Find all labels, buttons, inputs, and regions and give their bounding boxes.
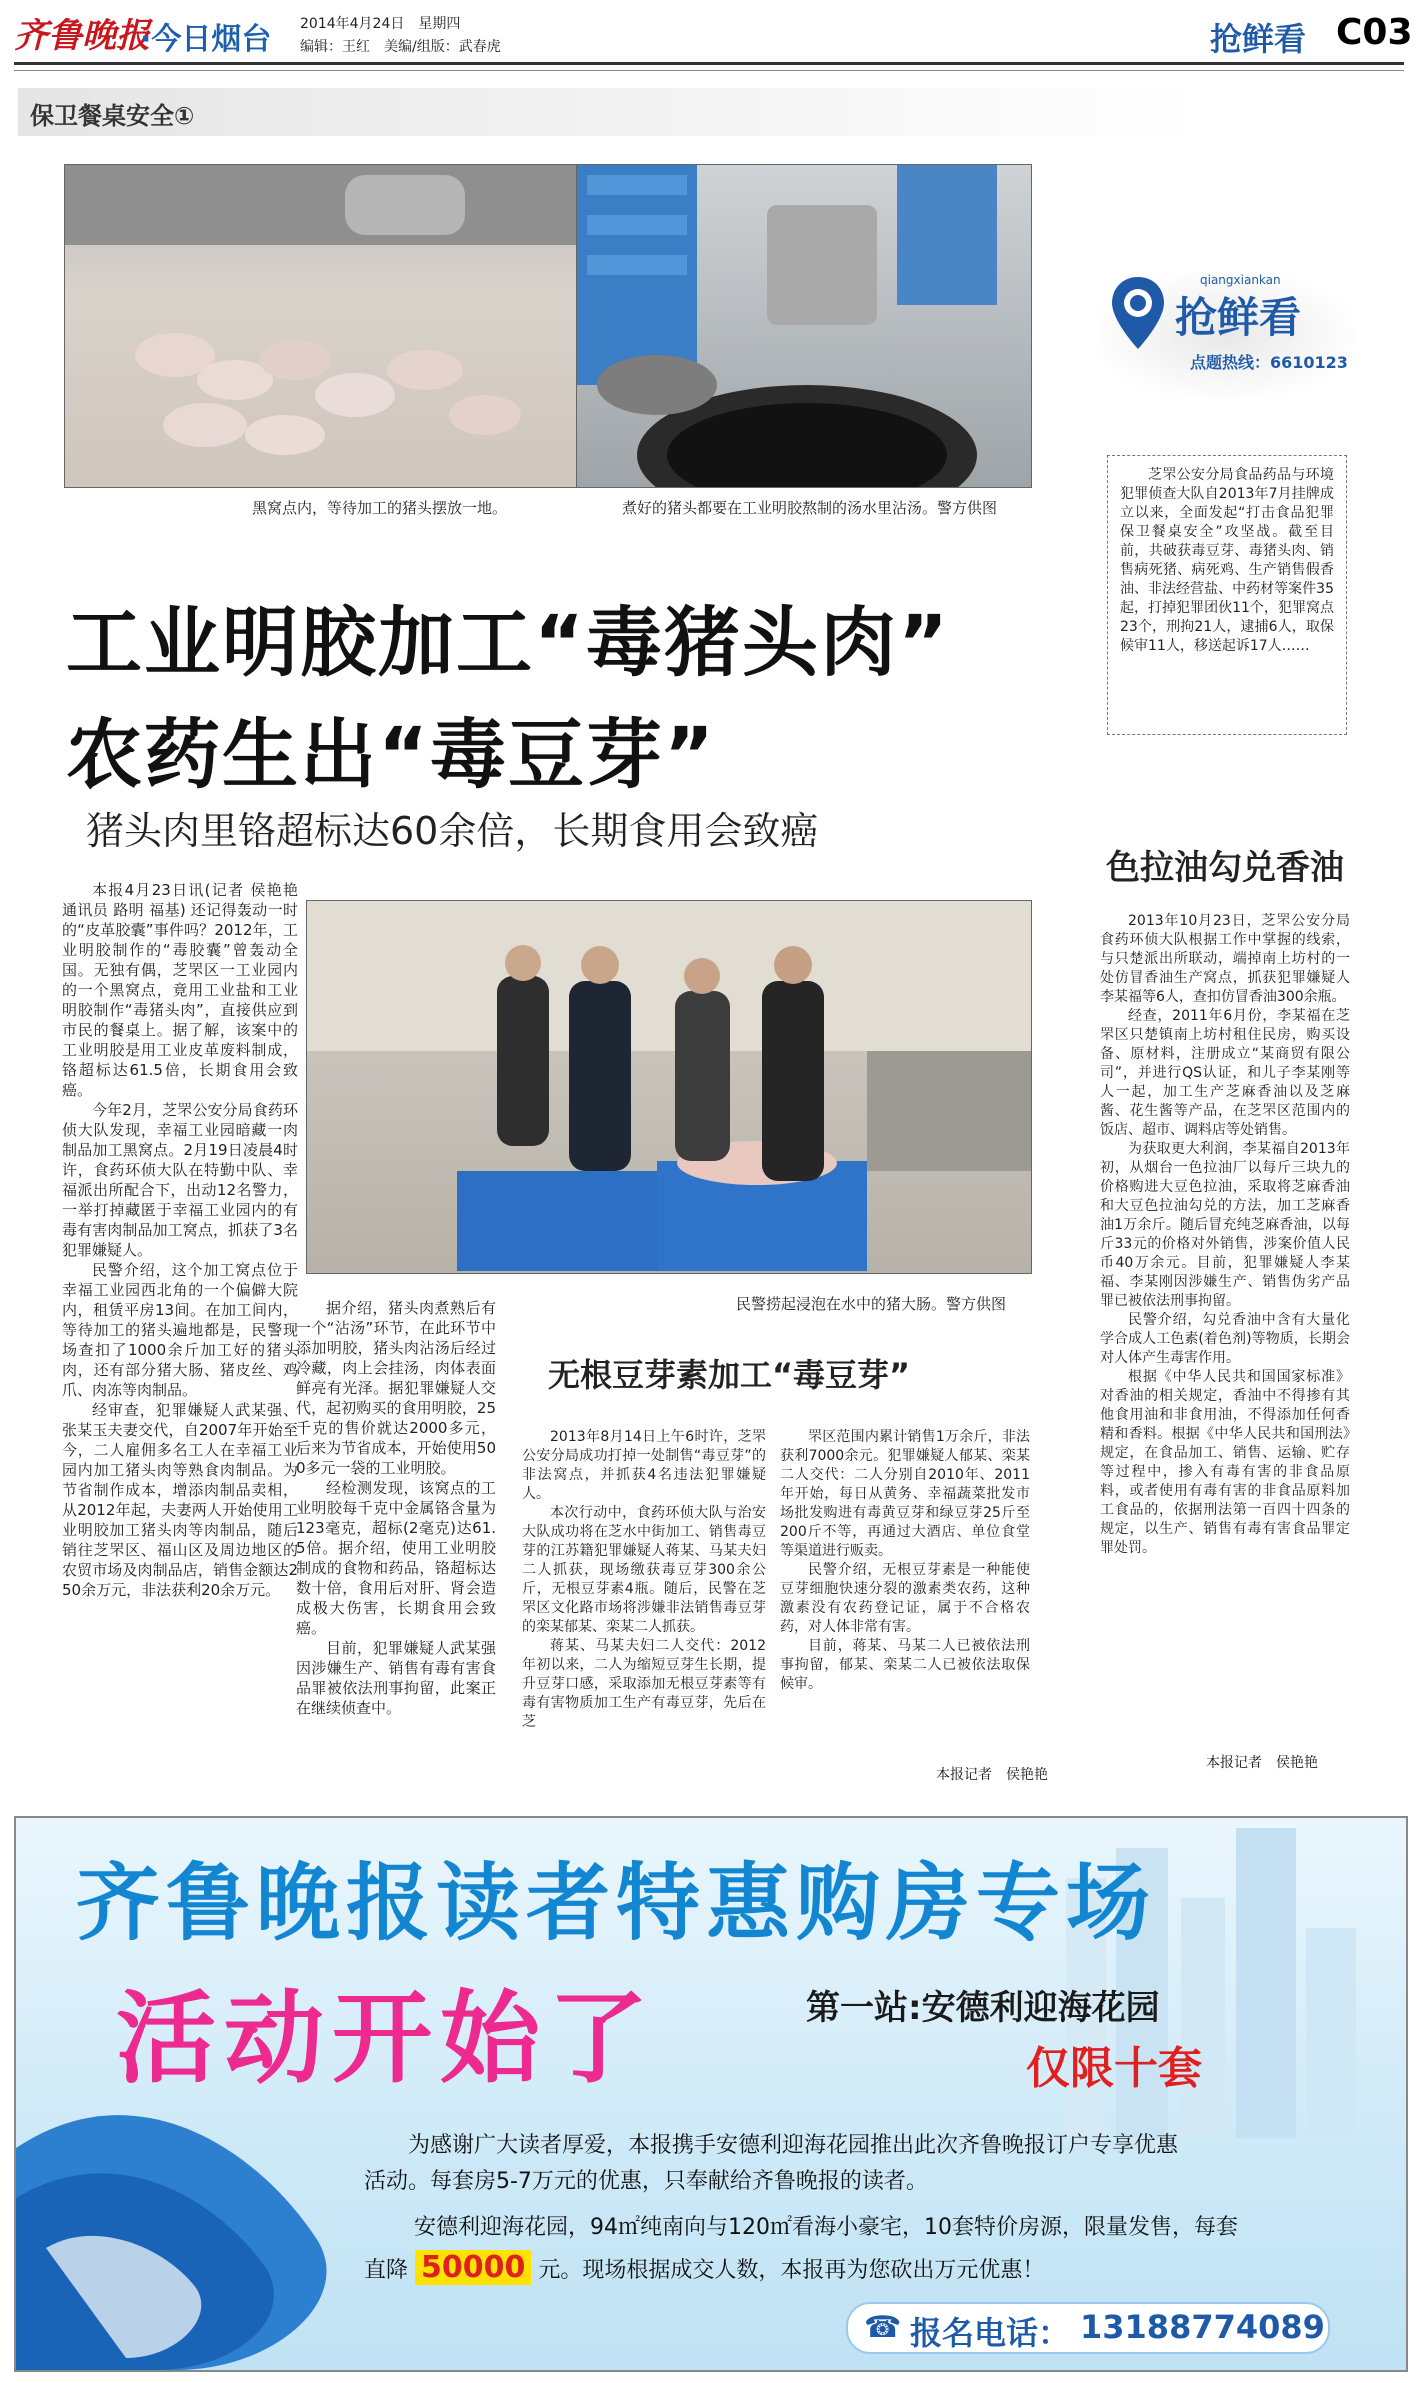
masthead-logo: 齐鲁晚报 bbox=[14, 16, 150, 56]
ad-phone-box bbox=[846, 2302, 1330, 2354]
headline-line2: 农药生出“毒豆芽” bbox=[66, 710, 716, 799]
series-bar bbox=[18, 88, 1198, 136]
ad-limited: 仅限十套 bbox=[1026, 2043, 1202, 2094]
broth-pot-illustration bbox=[577, 165, 1031, 487]
ad-start-banner: 活动开始了 bbox=[116, 1980, 656, 2097]
paragraph: 据介绍，猪头肉煮熟后有一个“沾汤”环节，在此环节中添加明胶，猪头肉沾汤后经过冷藏，肉上会挂汤，肉体表面鲜亮有光泽。据犯罪嫌疑人交代，起初购买的食用明胶，25千克的售价就达2000多元，后来为节省成本，开始使用500多元一袋的工业明胶。 bbox=[296, 1299, 496, 1477]
ad-phone-number: 13188774089 bbox=[1080, 2308, 1325, 2346]
photo-broth-pot bbox=[576, 164, 1032, 488]
paragraph: 民警介绍，勾兑香油中含有大量化学合成人工色素(着色剂)等物质，长期会对人体产生毒害作用。 bbox=[1100, 1312, 1350, 1366]
photo2-caption: 煮好的猪头都要在工业明胶熬制的汤水里沾汤。警方供图 bbox=[622, 499, 998, 517]
header-subdivider bbox=[14, 70, 1404, 71]
pig-heads-illustration bbox=[65, 165, 587, 487]
ad-line3: 安德利迎海花园，94㎡纯南向与120㎡看海小豪宅，10套特价房源，限量发售，每套 bbox=[414, 2215, 1238, 2240]
housing-ad bbox=[14, 1816, 1408, 2372]
paragraph: 目前，犯罪嫌疑人武某强因涉嫌生产、销售有毒有害食品罪被依法刑事拘留，此案正在继续侦查中。 bbox=[296, 1639, 496, 1717]
main-article-col1 bbox=[62, 880, 298, 1780]
paragraph: 经查，2011年6月份，李某福在芝罘区只楚镇南上坊村租住民房，购买设备、原材料，注册成立“某商贸有限公司”，并进行QS认证，和儿子李某刚等人一起，加工生产芝麻香油以及芝麻酱、花生酱等产品，在芝罘区范围内的饭店、超市、调料店等处销售。 bbox=[1100, 1008, 1350, 1138]
sesame-title: 色拉油勾兑香油 bbox=[1106, 848, 1344, 888]
photo1-caption: 黑窝点内，等待加工的猪头摆放一地。 bbox=[252, 499, 508, 517]
paragraph: 今年2月，芝罘公安分局食药环侦大队发现，幸福工业园暗藏一肉制品加工黑窝点。2月19日凌晨4时许，食药环侦大队在特勤中队、幸福派出所配合下，出动12名警力，一举打掉藏匿于幸福工业园内的有毒有害肉制品加工窝点，抓获了3名犯罪嫌疑人。 bbox=[62, 1101, 298, 1259]
page-number: C03 bbox=[1336, 12, 1413, 53]
paragraph: 目前，蒋某、马某二人已被依法刑事拘留，郁某、栾某二人已被依法取保候审。 bbox=[780, 1638, 1030, 1692]
location-pin-icon bbox=[1110, 275, 1166, 351]
ad-station: 第一站:安德利迎海花园 bbox=[806, 1988, 1160, 2028]
sprouts-title: 无根豆芽素加工“毒豆芽” bbox=[548, 1356, 911, 1394]
ad-line2: 活动。每套房5-7万元的优惠，只奉献给齐鲁晚报的读者。 bbox=[364, 2169, 928, 2194]
photo3-caption: 民警捞起浸泡在水中的猪大肠。警方供图 bbox=[736, 1295, 1007, 1313]
sesame-body bbox=[1100, 912, 1350, 1742]
paragraph: 经检测发现，该窝点的工业明胶每千克中金属铬含量为123毫克，超标(2毫克)达61.5倍。据介绍，使用工业明胶制成的食物和药品，铬超标达数十倍，食用后对肝、肾会造成极大伤害，长期食用会致癌。 bbox=[296, 1479, 496, 1637]
sprouts-col1 bbox=[522, 1428, 766, 1788]
paragraph: 本报4月23日讯(记者 侯艳艳 通讯员 路明 福基) 还记得轰动一时的“皮革胶囊”事件吗？2012年，工业明胶制作的“毒胶囊”曾轰动全国。无独有偶，芝罘区一工业园内的一个黑窝点，竟用工业盐和工业明胶制作“毒猪头肉”，直接供应到市民的餐桌上。据了解，该案中的工业明胶是用工业皮革废料制成，铬超标达61.5倍，长期食用会致癌。 bbox=[62, 881, 298, 1099]
paragraph: 民警介绍，这个加工窝点位于幸福工业园西北角的一个偏僻大院内，租赁平房13间。在加工间内，等待加工的猪头遍地都是，民警现场查扣了1000余斤加工好的猪头肉，还有部分猪大肠、猪皮丝、鸡爪、肉冻等肉制品。 bbox=[62, 1261, 298, 1399]
paragraph: 蒋某、马某夫妇二人交代：2012年初以来，二人为缩短豆芽生长期，提升豆芽口感，采取添加无根豆芽素等有毒有害物质加工生产有毒豆芽，先后在芝 bbox=[522, 1638, 766, 1730]
sprouts-col2 bbox=[780, 1428, 1030, 1758]
main-article-col2 bbox=[296, 1298, 496, 1778]
column-title: 抢鲜看 bbox=[1210, 20, 1307, 58]
paragraph: 根据《中华人民共和国国家标准》对香油的相关规定，香油中不得掺有其他食用油和非食用油，不得添加任何香精和香料。根据《中华人民共和国刑法》规定，在食品加工、销售、运输、贮存等过程中，掺入有毒有害的非食品原料，或者使用有毒有害的非食品原料加工食品的，依据刑法第一百四十四条的规定，以生产、销售有毒有害食品罪定罪处罚。 bbox=[1100, 1369, 1350, 1556]
ad-phone-label: 报名电话： bbox=[910, 2314, 1071, 2352]
issue-date: 2014年4月24日 星期四 bbox=[300, 16, 461, 32]
headline-line1: 工业明胶加工“毒猪头肉” bbox=[66, 598, 950, 687]
photo-police-inspection bbox=[306, 900, 1032, 1274]
paragraph: 2013年8月14日上午6时许，芝罘公安分局成功打掉一处制售“毒豆芽”的非法窝点，并抓获4名违法犯罪嫌疑人。 bbox=[522, 1429, 766, 1502]
phone-icon: ☎ bbox=[864, 2310, 902, 2345]
police-inspection-illustration bbox=[307, 901, 1031, 1273]
ad-title: 齐鲁晚报读者特惠购房专场 bbox=[76, 1854, 1157, 1952]
brand-pinyin: qiangxiankan bbox=[1200, 273, 1281, 287]
section-name: ·今日烟台 bbox=[140, 22, 272, 57]
paragraph: 2013年10月23日，芝罘公安分局食药环侦大队根据工作中掌握的线索，与只楚派出所联动，端掉南上坊村的一处仿冒香油生产窝点，抓获犯罪嫌疑人李某福等6人，查扣仿冒香油300余瓶。 bbox=[1100, 913, 1350, 1005]
brand-hotline: 点题热线：6610123 bbox=[1190, 353, 1348, 372]
sprouts-byline: 本报记者 侯艳艳 bbox=[936, 1767, 1048, 1783]
ad-line4 bbox=[364, 2250, 1044, 2289]
brand-name: 抢鲜看 bbox=[1175, 293, 1302, 342]
paragraph: 民警介绍，无根豆芽素是一种能使豆芽细胞快速分裂的激素类农药，这种激素没有农药登记证，属于不合格农药，对人体非常有害。 bbox=[780, 1562, 1030, 1635]
paragraph: 为获取更大利润，李某福自2013年初，从烟台一色拉油厂以每斤三块九的价格购进大豆色拉油，采取将芝麻香油和大豆色拉油勾兑的方法，加工芝麻香油1万余斤。随后冒充纯芝麻香油，以每斤33元的价格对外销售，涉案价值人民币40万余元。目前，犯罪嫌疑人李某福、李某刚因涉嫌生产、销售伪劣产品罪已被依法刑事拘留。 bbox=[1100, 1141, 1350, 1309]
ad-line4-pre: 直降 bbox=[364, 2258, 409, 2283]
paragraph: 本次行动中，食药环侦大队与治安大队成功将在芝水中街加工、销售毒豆芽的江苏籍犯罪嫌疑人蒋某、马某夫妇二人抓获，现场缴获毒豆芽300余公斤，无根豆芽素4瓶。随后，民警在芝罘区文化路市场将涉嫌非法销售毒豆芽的栾某郁某、栾某二人抓获。 bbox=[522, 1505, 766, 1635]
paragraph: 经审查，犯罪嫌疑人武某强、张某玉夫妻交代，自2007年开始至今，二人雇佣多名工人在幸福工业园内加工猪头肉等熟食肉制品。为节省制作成本，增添肉制品卖相，从2012年起，夫妻两人开始使用工业明胶加工猪头肉等肉制品，随后销往芝罘区、福山区及周边地区的农贸市场及肉制品店，销售金额达250余万元，非法获利20余万元。 bbox=[62, 1401, 298, 1599]
editor-credits: 编辑：王红 美编/组版：武春虎 bbox=[300, 39, 501, 55]
ad-line1: 为感谢广大读者厚爱，本报携手安德利迎海花园推出此次齐鲁晚报订户专享优惠 bbox=[408, 2133, 1179, 2158]
headline-subtitle: 猪头肉里铬超标达60余倍，长期食用会致癌 bbox=[86, 809, 819, 853]
sidebar-summary-box: 芝罘公安分局食品药品与环境犯罪侦查大队自2013年7月挂牌成立以来，全面发起“打击食品犯罪保卫餐桌安全”攻坚战。截至目前，共破获毒豆芽、毒猪头肉、销售病死猪、病死鸡、生产销售假香油、非法经营盐、中药材等案件35起，打掉犯罪团伙11个，犯罪窝点23个，刑拘21人，逮捕6人，取保候审11人，移送起诉17人…… bbox=[1107, 455, 1347, 735]
header-divider bbox=[14, 62, 1404, 65]
photo-pig-heads bbox=[64, 164, 588, 488]
ad-line4-post: 元。现场根据成交人数，本报再为您砍出万元优惠！ bbox=[538, 2258, 1045, 2283]
ad-discount-amount: 50000 bbox=[415, 2250, 531, 2285]
series-tag: 保卫餐桌安全① bbox=[30, 102, 195, 130]
sesame-byline: 本报记者 侯艳艳 bbox=[1206, 1755, 1318, 1771]
paragraph: 罘区范围内累计销售1万余斤，非法获利7000余元。犯罪嫌疑人郁某、栾某二人交代：二人分别自2010年、2011年开始，每日从黄务、幸福蔬菜批发市场批发购进有毒黄豆芽和绿豆芽25斤至200斤不等，再通过大酒店、单位食堂等渠道进行贩卖。 bbox=[780, 1429, 1030, 1559]
